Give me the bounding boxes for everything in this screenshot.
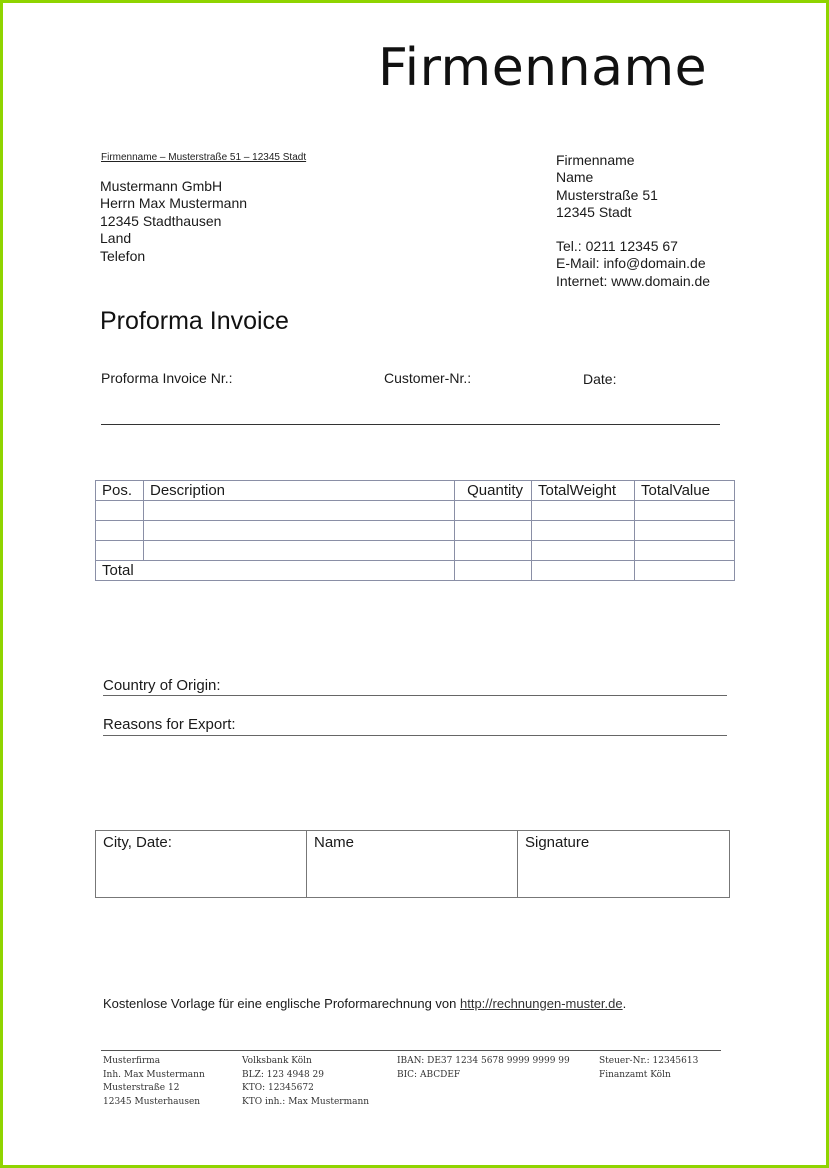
items-header-row bbox=[96, 481, 735, 501]
sender-contact bbox=[556, 238, 710, 290]
items-table bbox=[95, 480, 735, 581]
table-cell[interactable] bbox=[96, 541, 144, 561]
footer-line: 12345 Musterhausen bbox=[103, 1096, 201, 1107]
footer-bank-column bbox=[242, 1055, 369, 1109]
footer-note-text: Kostenlose Vorlage für eine englische Proformarechnung von bbox=[103, 996, 460, 1011]
sender-email: E-Mail: info@domain.de bbox=[556, 255, 706, 272]
recipient-line: Mustermann GmbH bbox=[100, 178, 223, 194]
invoice-nr-label: Proforma Invoice Nr.: bbox=[101, 370, 233, 386]
total-row bbox=[96, 561, 735, 581]
column-header-pos: Pos. bbox=[96, 481, 144, 501]
sender-phone: Tel.: 0211 12345 67 bbox=[556, 238, 678, 254]
column-header-description: Description bbox=[144, 481, 455, 501]
sender-line: Musterstraße 51 bbox=[556, 186, 658, 203]
table-cell[interactable] bbox=[455, 521, 532, 541]
footer-line: BIC: ABCDEF bbox=[397, 1069, 461, 1080]
sender-line: Firmenname bbox=[556, 152, 635, 168]
column-header-total-value: TotalValue bbox=[635, 481, 735, 501]
table-cell[interactable] bbox=[96, 521, 144, 541]
table-row bbox=[96, 521, 735, 541]
table-cell[interactable] bbox=[635, 541, 735, 561]
footer-link[interactable]: http://rechnungen-muster.de bbox=[460, 996, 623, 1011]
recipient-line: Herrn Max Mustermann bbox=[100, 195, 248, 212]
footer-tax-column bbox=[599, 1055, 698, 1082]
table-cell[interactable] bbox=[455, 541, 532, 561]
footer-line: KTO: 12345672 bbox=[242, 1083, 314, 1093]
recipient-line: Land bbox=[100, 230, 132, 247]
footer-note-end: . bbox=[622, 996, 627, 1011]
footer-line: Finanzamt Köln bbox=[599, 1069, 671, 1080]
footer-line: IBAN: DE37 1234 5678 9999 9999 99 bbox=[397, 1056, 570, 1066]
footer-line: Musterstraße 12 bbox=[103, 1083, 180, 1093]
total-label: Total bbox=[96, 561, 455, 581]
sender-website: Internet: www.domain.de bbox=[556, 272, 711, 289]
table-row bbox=[96, 541, 735, 561]
footer-line: Volksbank Köln bbox=[242, 1056, 312, 1066]
country-of-origin-line[interactable] bbox=[103, 695, 727, 696]
sender-line: 12345 Stadt bbox=[556, 204, 632, 221]
column-header-quantity: Quantity bbox=[455, 481, 532, 501]
city-date-label: City, Date: bbox=[103, 834, 172, 851]
footer-company-column bbox=[103, 1055, 205, 1109]
recipient-address bbox=[100, 178, 247, 265]
table-row bbox=[96, 501, 735, 521]
footer-line: BLZ: 123 4948 29 bbox=[242, 1069, 324, 1080]
recipient-line: 12345 Stadthausen bbox=[100, 212, 222, 229]
name-field[interactable] bbox=[307, 831, 518, 898]
table-cell[interactable] bbox=[144, 501, 455, 521]
table-cell[interactable] bbox=[532, 541, 635, 561]
sender-address bbox=[556, 152, 658, 222]
footer-line: Inh. Max Mustermann bbox=[103, 1069, 205, 1080]
reasons-for-export-line[interactable] bbox=[103, 735, 727, 736]
reasons-for-export-label: Reasons for Export: bbox=[103, 716, 236, 733]
column-header-total-weight: TotalWeight bbox=[532, 481, 635, 501]
table-cell[interactable] bbox=[532, 521, 635, 541]
table-cell[interactable] bbox=[144, 521, 455, 541]
company-title: Firmenname bbox=[378, 38, 708, 98]
document-title: Proforma Invoice bbox=[100, 307, 289, 335]
table-cell[interactable] bbox=[144, 541, 455, 561]
city-date-field[interactable] bbox=[96, 831, 307, 898]
table-cell[interactable] bbox=[532, 501, 635, 521]
footer-iban-column bbox=[397, 1055, 570, 1082]
table-cell[interactable] bbox=[635, 501, 735, 521]
country-of-origin-label: Country of Origin: bbox=[103, 677, 221, 694]
name-label: Name bbox=[314, 834, 355, 851]
table-cell[interactable] bbox=[635, 521, 735, 541]
header-rule bbox=[101, 424, 720, 425]
signature-table bbox=[95, 830, 730, 898]
recipient-line: Telefon bbox=[100, 247, 146, 264]
table-cell[interactable] bbox=[455, 501, 532, 521]
footer-line: Steuer-Nr.: 12345613 bbox=[599, 1056, 699, 1066]
footer-note bbox=[103, 996, 626, 1012]
signature-field[interactable] bbox=[518, 831, 730, 898]
table-cell[interactable] bbox=[635, 561, 735, 581]
date-label: Date: bbox=[583, 371, 617, 387]
footer-rule bbox=[101, 1050, 721, 1051]
customer-nr-label: Customer-Nr.: bbox=[384, 370, 472, 386]
return-address-line: Firmenname – Musterstraße 51 – 12345 Stadt bbox=[101, 152, 307, 163]
sender-line: Name bbox=[556, 169, 594, 186]
table-cell[interactable] bbox=[455, 561, 532, 581]
footer-line: Musterfirma bbox=[103, 1056, 161, 1066]
table-cell[interactable] bbox=[96, 501, 144, 521]
table-cell[interactable] bbox=[532, 561, 635, 581]
footer-line: KTO inh.: Max Mustermann bbox=[242, 1096, 370, 1107]
signature-label: Signature bbox=[525, 834, 590, 851]
